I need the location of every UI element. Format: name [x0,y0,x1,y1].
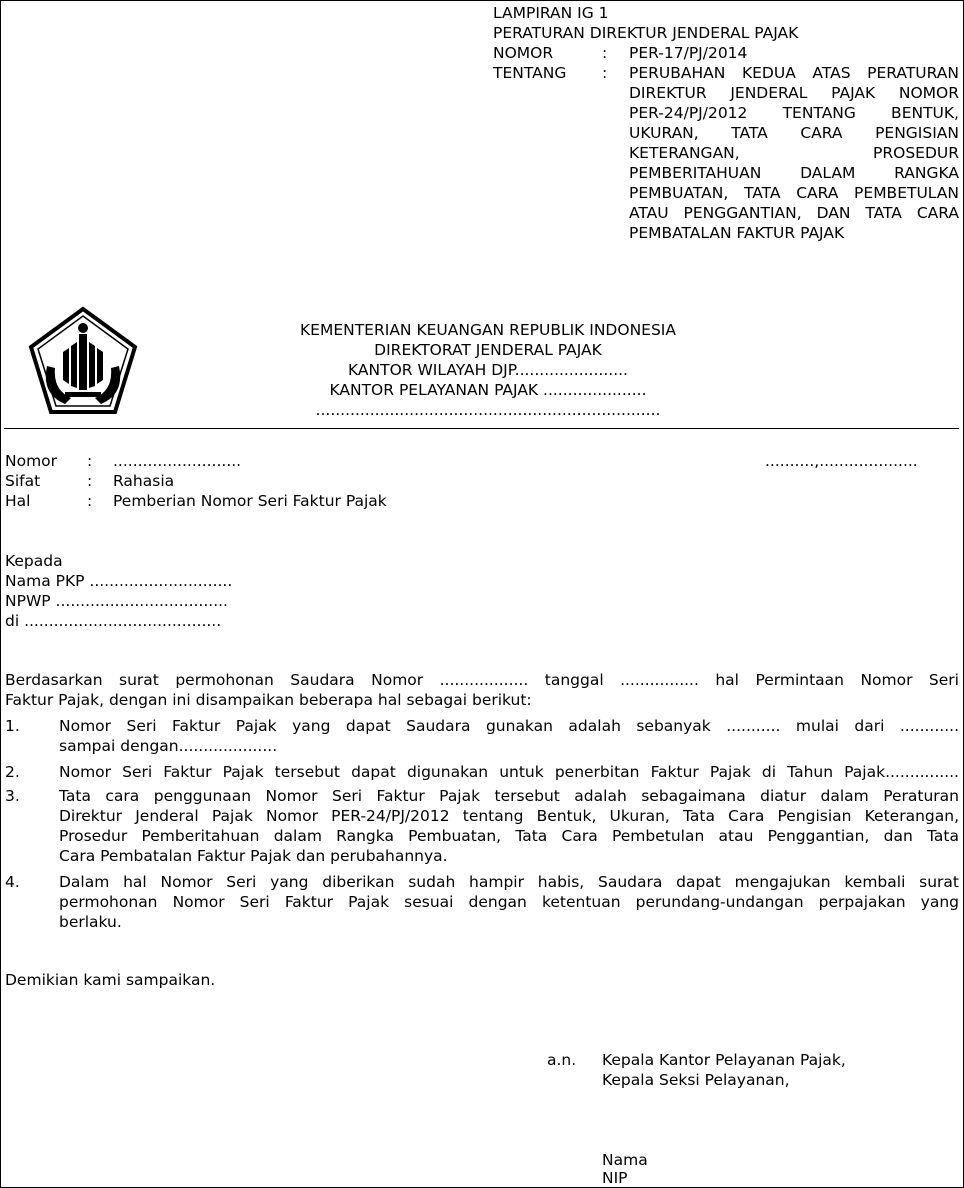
list-item-line: Nomor Seri Faktur Pajak yang dapat Saudara gunakan adalah sebanyak ........... mulai dari ............ [59,717,959,735]
intro-paragraph-line: Faktur Pajak, dengan ini disampaikan beberapa hal sebagai berikut: [5,691,532,709]
sifat-value: Rahasia [113,472,175,490]
signature-title-2: Kepala Seksi Pelayanan, [602,1071,790,1089]
signature-title-1: Kepala Kantor Pelayanan Pajak, [602,1051,846,1069]
signature-an: a.n. [547,1051,577,1069]
tentang-line: DIREKTUR JENDERAL PAJAK NOMOR [629,84,959,102]
nomor-label: NOMOR [493,44,554,62]
list-item-line: berlaku. [59,913,122,931]
peraturan-title: PERATURAN DIREKTUR JENDERAL PAJAK [493,24,799,42]
tentang-colon: : [602,64,608,82]
alamat-line: di ........................................ [5,612,222,630]
nomor-surat-value: .......................... [113,452,242,470]
letterhead-address: ...................................................................... [315,401,661,419]
tentang-line: KETERANGAN, PROSEDUR [629,144,959,162]
nomor-surat-label: Nomor [5,452,58,470]
colon: : [87,472,93,490]
closing-text: Demikian kami sampaikan. [5,971,216,989]
nama-pkp-line: Nama PKP ............................. [5,572,233,590]
signature-nama: Nama [602,1151,648,1169]
list-item-line: Prosedur Pemberitahuan dalam Rangka Pembuatan, Tata Cara Pembetulan atau Penggantian, dan Tata [59,827,959,845]
hal-label: Hal [5,492,31,510]
tanggal-surat-value: ..........,.................... [765,452,918,470]
npwp-line: NPWP ................................... [5,592,228,610]
list-item-number: 2. [5,763,20,781]
kepada-label: Kepada [5,552,63,570]
sifat-label: Sifat [5,472,41,490]
letterhead-kanwil: KANTOR WILAYAH DJP....................... [348,361,628,379]
intro-paragraph-line: Berdasarkan surat permohonan Saudara Nomor .................. tanggal ................ hal Permintaan Nomor Seri [5,671,959,689]
tentang-line: PEMBERITAHUAN DALAM RANGKA [629,164,959,182]
tentang-line: PEMBUATAN, TATA CARA PEMBETULAN [629,184,959,202]
list-item-line: Nomor Seri Faktur Pajak tersebut dapat digunakan untuk penerbitan Faktur Pajak di Tahun Pajak............... [59,763,959,781]
list-item-number: 4. [5,873,20,891]
signature-nip: NIP [602,1169,628,1187]
tentang-line: PEMBATALAN FAKTUR PAJAK [629,224,845,242]
tentang-line: PERUBAHAN KEDUA ATAS PERATURAN [629,64,959,82]
kemenkeu-logo-icon [27,306,139,418]
colon: : [87,452,93,470]
nomor-value: PER-17/PJ/2014 [629,44,748,62]
list-item-line: Tata cara penggunaan Nomor Seri Faktur Pajak tersebut adalah sebagaimana diatur dalam Peraturan [59,787,959,805]
list-item-line: sampai dengan.................... [59,737,278,755]
list-item-line: Direktur Jenderal Pajak Nomor PER-24/PJ/2012 tentang Bentuk, Ukuran, Tata Cara Pengisian Keterangan, [59,807,959,825]
hal-value: Pemberian Nomor Seri Faktur Pajak [113,492,387,510]
list-item-line: Cara Pembatalan Faktur Pajak dan perubahannya. [59,847,448,865]
list-item-number: 1. [5,717,20,735]
letterhead-directorate: DIREKTORAT JENDERAL PAJAK [374,341,602,359]
tentang-line: UKURAN, TATA CARA PENGISIAN [629,124,959,142]
colon: : [87,492,93,510]
list-item-number: 3. [5,787,20,805]
letterhead-ministry: KEMENTERIAN KEUANGAN REPUBLIK INDONESIA [300,321,676,339]
list-item-line: permohonan Nomor Seri Faktur Pajak sesuai dengan ketentuan perundang-undangan perpajakan yang [59,893,959,911]
tentang-line: ATAU PENGGANTIAN, DAN TATA CARA [629,204,959,222]
nomor-colon: : [602,44,608,62]
letterhead-divider [4,428,959,429]
tentang-label: TENTANG [493,64,567,82]
lampiran-label: LAMPIRAN IG 1 [493,4,609,22]
tentang-line: PER-24/PJ/2012 TENTANG BENTUK, [629,104,959,122]
list-item-line: Dalam hal Nomor Seri yang diberikan sudah hampir habis, Saudara dapat mengajukan kembali surat [59,873,959,891]
letterhead-kpp: KANTOR PELAYANAN PAJAK ..................... [329,381,647,399]
